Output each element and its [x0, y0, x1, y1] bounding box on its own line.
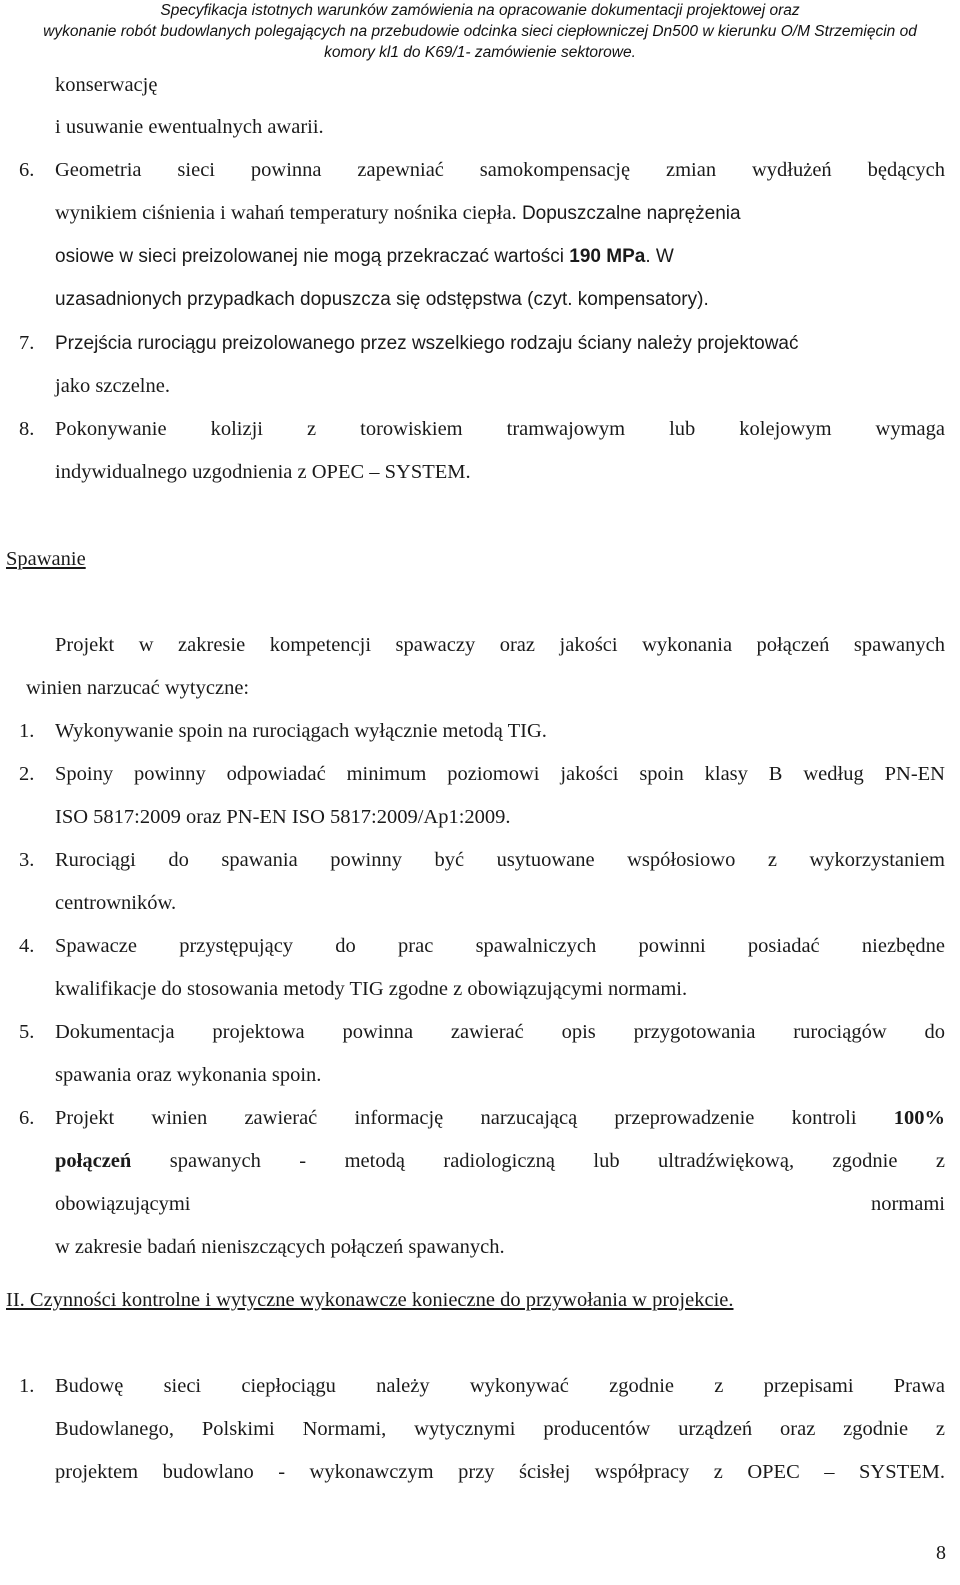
item-6-line-2: [55, 202, 741, 225]
item-6-line-3c: . W: [645, 246, 674, 267]
welding-item-5-number: 5.: [19, 1021, 35, 1043]
item-6-line-2b: Dopuszczalne naprężenia: [516, 203, 741, 224]
section-2-item-1-line-2: Budowlanego, Polskimi Normami, wytycznymi producentów urządzeń oraz zgodnie z: [55, 1418, 945, 1440]
item-7-number: 7.: [19, 332, 35, 354]
item-6-pressure: 190 MPa: [569, 246, 646, 267]
item-6-line-1: Geometria sieci powinna zapewniać samokompensację zmian wydłużeń będących: [55, 159, 945, 181]
welding-item-2-number: 2.: [19, 763, 35, 785]
item-8-number: 8.: [19, 418, 35, 440]
header-line-1: Specyfikacja istotnych warunków zamówienia na opracowanie dokumentacji projektowej oraz: [160, 2, 800, 19]
welding-item-4-line-2: kwalifikacje do stosowania metody TIG zgodne z obowiązującymi normami.: [55, 978, 688, 1000]
section-2-item-1-number: 1.: [19, 1375, 35, 1397]
item-6-line-3a: osiowe w sieci preizolowanej nie mogą przekraczać wartości: [55, 246, 570, 267]
section-2-item-1-line-3: projektem budowlano - wykonawczym przy ścisłej współpracy z OPEC – SYSTEM.: [55, 1461, 945, 1483]
welding-item-1-line-1: Wykonywanie spoin na rurociągach wyłącznie metodą TIG.: [55, 720, 547, 742]
item-7-line-1: Przejścia rurociągu preizolowanego przez wszelkiego rodzaju ściany należy projektować: [55, 333, 799, 354]
welding-item-3-line-2: centrowników.: [55, 892, 177, 914]
welding-item-6-line-1: [55, 1107, 945, 1130]
item-8-line-2: indywidualnego uzgodnienia z OPEC – SYSTEM.: [55, 461, 471, 483]
header-line-3: komory kl1 do K69/1- zamówienie sektorowe.: [324, 44, 636, 61]
welding-intro-line-2: winien narzucać wytyczne:: [26, 677, 250, 699]
welding-item-4-line-1: Spawacze przystępujący do prac spawalniczych powinni posiadać niezbędne: [55, 935, 945, 957]
welding-item-6-line-4: w zakresie badań nieniszczących połączeń spawanych.: [55, 1236, 505, 1258]
welding-item-6-line-2: [55, 1150, 945, 1173]
welding-item-6-line-3a: obowiązującymi: [55, 1193, 191, 1215]
welding-item-3-line-1: Rurociągi do spawania powinny być usytuowane współosiowo z wykorzystaniem: [55, 849, 945, 871]
section-2-item-1-line-1: Budowę sieci ciepłociągu należy wykonywać zgodnie z przepisami Prawa: [55, 1375, 945, 1397]
item-7-line-2: jako szczelne.: [55, 375, 170, 397]
welding-item-5-line-2: spawania oraz wykonania spoin.: [55, 1064, 322, 1086]
welding-heading: [6, 548, 86, 571]
item-8-line-1: Pokonywanie kolizji z torowiskiem tramwajowym lub kolejowym wymaga: [55, 418, 945, 440]
welding-heading-text: Spawanie: [6, 548, 86, 570]
welding-item-5-line-1: Dokumentacja projektowa powinna zawierać opis przygotowania rurociągów do: [55, 1021, 945, 1043]
welding-item-1-number: 1.: [19, 720, 35, 742]
welding-item-6-percent: 100%: [893, 1107, 945, 1129]
welding-item-2-line-2: ISO 5817:2009 oraz PN-EN ISO 5817:2009/Ap1:2009.: [55, 806, 511, 828]
top-line-2: i usuwanie ewentualnych awarii.: [55, 116, 324, 138]
welding-item-6-line-3b: normami: [870, 1193, 945, 1215]
welding-item-4-number: 4.: [19, 935, 35, 957]
top-line-1: konserwację: [55, 74, 158, 96]
welding-intro-line-1: Projekt w zakresie kompetencji spawaczy oraz jakości wykonania połączeń spawanych: [55, 634, 945, 656]
item-6-line-3: [55, 246, 674, 268]
welding-item-3-number: 3.: [19, 849, 35, 871]
welding-item-2-line-1: Spoiny powinny odpowiadać minimum poziomowi jakości spoin klasy B według PN-EN: [55, 763, 945, 785]
header-line-2: wykonanie robót budowlanych polegających na przebudowie odcinka sieci ciepłowniczej Dn500 w kierunku O/M Strzemięcin od: [43, 23, 917, 40]
item-6-number: 6.: [19, 159, 35, 181]
welding-item-6-number: 6.: [19, 1107, 35, 1129]
welding-item-6-connections: połączeń: [55, 1150, 132, 1172]
item-6-line-2a: wynikiem ciśnienia i wahań temperatury nośnika ciepła.: [55, 202, 517, 224]
item-6-line-4: uzasadnionych przypadkach dopuszcza się odstępstwa (czyt. kompensatory).: [55, 289, 709, 310]
page-number: 8: [936, 1542, 946, 1564]
document-header: [0, 0, 960, 63]
section-2-heading: [6, 1289, 734, 1312]
section-2-heading-text: II. Czynności kontrolne i wytyczne wykonawcze konieczne do przywołania w projekcie.: [6, 1289, 734, 1311]
welding-item-6-line-2b: spawanych - metodą radiologiczną lub ultradźwiękową, zgodnie z: [131, 1150, 945, 1172]
welding-item-6-line-1a: Projekt winien zawierać informację narzucającą przeprowadzenie kontroli: [55, 1107, 894, 1129]
